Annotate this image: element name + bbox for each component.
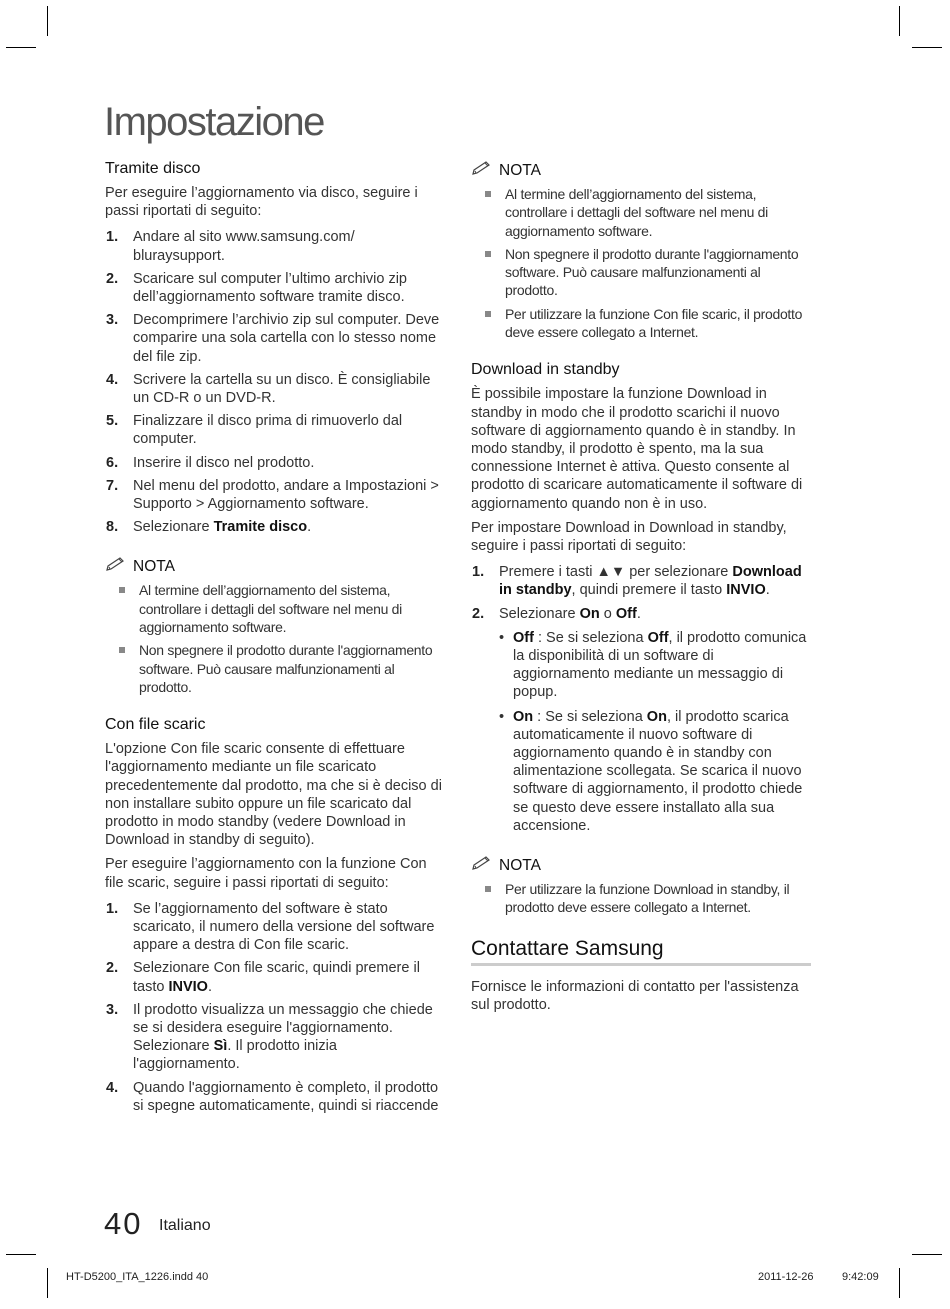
option-text: : Se si seleziona: [533, 629, 648, 646]
square-bullet-icon: [119, 647, 125, 653]
nota-block: [471, 855, 813, 917]
crop-mark: [47, 1268, 48, 1298]
option-label: Off: [513, 629, 534, 646]
step-bold-text: Tramite disco: [213, 519, 308, 536]
step-number: 1.: [472, 564, 485, 581]
tramite-intro: Per eseguire l’aggiornamento via disco, seguire i passi riportati di seguito:: [105, 185, 418, 220]
option-text: : Se si seleziona: [533, 708, 647, 725]
crop-mark: [6, 47, 36, 48]
step-text: Quando l'aggiornamento è completo, il prodotto si spegne automaticamente, quindi si riaccende: [133, 1079, 439, 1114]
pencil-icon: [471, 855, 495, 876]
nota-heading: [105, 556, 445, 577]
list-item: [105, 900, 445, 955]
nota-label: NOTA: [133, 557, 175, 575]
pencil-icon: [105, 556, 129, 577]
step-text: , quindi premere il tasto: [571, 582, 727, 599]
list-item: [105, 518, 445, 536]
confile-steps: [105, 900, 445, 1115]
nota-list: [471, 880, 813, 917]
nota-item-text: Per utilizzare la funzione Download in standby, il prodotto deve essere collegato a Internet.: [505, 881, 790, 916]
crop-mark: [912, 47, 942, 48]
step-text: Scaricare sul computer l’ultimo archivio zip dell’aggiornamento software tramite disco.: [133, 270, 407, 306]
square-bullet-icon: [485, 886, 491, 892]
step-text: Se l’aggiornamento del software è stato scaricato, il numero della versione del software appare a destra di Con file scaric.: [133, 900, 435, 954]
nota-item: [471, 185, 813, 240]
square-bullet-icon: [485, 251, 491, 257]
list-item: [105, 454, 445, 472]
step-number: 7.: [106, 477, 119, 494]
section-heading-tramite-disco: Tramite disco: [105, 160, 201, 177]
step-bold-text: Off: [615, 605, 637, 622]
option-text: , il prodotto comunica la disponibilità di un software di aggiornamento mediante un messaggio di popup.: [513, 629, 807, 701]
step-number: 5.: [106, 413, 119, 430]
step-text: .: [207, 978, 212, 995]
step-text: Selezionare: [133, 519, 214, 536]
confile-p2: Per eseguire l’aggiornamento con la funzione Con file scaric, seguire i passi riportati di seguito:: [105, 856, 427, 891]
list-item: [105, 1001, 445, 1074]
option-text: , il prodotto scarica automaticamente il nuovo software di aggiornamento quando è in standby con alimentazione scollegata. Se scarica il nuovo software di aggiornamento, il prodotto chiede se questo deve essere installato alla sua accensione.: [513, 708, 803, 834]
step-bold-text: INVIO: [726, 582, 766, 599]
step-number: 4.: [106, 371, 119, 388]
nota-item: [471, 880, 813, 917]
nota-item-text: Non spegnere il prodotto durante l'aggiornamento software. Può causare malfunzionamenti al prodotto.: [139, 642, 433, 695]
tramite-step-8-list: [105, 518, 445, 536]
crop-mark: [912, 1254, 942, 1255]
list-item: [499, 708, 813, 835]
section-heading-con-file-scaric: Con file scaric: [105, 716, 206, 734]
right-column: [471, 160, 813, 1020]
step-bold-text: On: [579, 605, 600, 622]
list-item: [499, 629, 813, 702]
slug-date: 2011-12-26: [758, 1271, 814, 1283]
list-item: [105, 477, 445, 513]
nota-item: [105, 581, 445, 636]
step-number: 1.: [106, 229, 119, 246]
step-text: Il prodotto visualizza un messaggio che chiede se si desidera eseguire l'aggiornamento. Selezionare: [133, 1001, 433, 1055]
page-number: 40: [104, 1206, 143, 1241]
step-text: o: [599, 605, 616, 622]
step-text: Selezionare Con file scaric, quindi premere il tasto: [133, 960, 420, 995]
standby-steps: [471, 563, 813, 835]
option-bold: Off: [647, 629, 669, 646]
square-bullet-icon: [119, 587, 125, 593]
list-item: [105, 412, 445, 448]
step-number: 2.: [472, 605, 485, 622]
step-number: 3.: [106, 312, 119, 329]
step-text: .: [765, 582, 770, 599]
standby-p2: Per impostare Download in Download in standby, seguire i passi riportati di seguito:: [471, 519, 787, 554]
nota-item: [471, 245, 813, 300]
step-number: 8.: [106, 519, 119, 536]
nota-block: [105, 556, 445, 696]
option-label: On: [513, 708, 534, 725]
step-number: 2.: [106, 270, 119, 287]
nota-item-text: Non spegnere il prodotto durante l'aggiornamento software. Può causare malfunzionamenti al prodotto.: [505, 245, 799, 299]
list-item: [105, 371, 445, 407]
step-number: 3.: [106, 1001, 119, 1018]
nota-label: NOTA: [499, 161, 541, 179]
nota-item-text: Al termine dell’aggiornamento del sistema, controllare i dettagli del software nel menu di aggiornamento software.: [505, 186, 768, 239]
nota-item: [105, 641, 445, 696]
step-text: Selezionare: [499, 605, 580, 622]
standby-options: [499, 629, 813, 835]
step-text: Premere i tasti ▲▼ per selezionare: [499, 564, 733, 581]
step-text: Andare al sito www.samsung.com/ bluraysupport.: [133, 229, 355, 264]
bullet-icon: •: [499, 708, 505, 725]
slug-time: 9:42:09: [842, 1271, 879, 1283]
bullet-icon: •: [499, 629, 505, 646]
section-heading-contattare-samsung: Contattare Samsung: [471, 937, 811, 966]
nota-item: [471, 305, 813, 342]
crop-mark: [899, 6, 900, 36]
step-number: 4.: [106, 1079, 119, 1096]
confile-p1: L'opzione Con file scaric consente di effettuare l'aggiornamento mediante un file scaricato precedentemente dal prodotto, ma che si è deciso di non installare subito oppure un file scaricato dal prodotto in modo standby (vedere Download in Download in standby di seguito).: [105, 741, 442, 849]
step-bold-text: Download in standby: [499, 564, 802, 599]
step-number: 6.: [106, 454, 119, 471]
list-item: [471, 563, 813, 599]
square-bullet-icon: [485, 311, 491, 317]
crop-mark: [47, 6, 48, 36]
standby-p1: È possibile impostare la funzione Download in standby in modo che il prodotto scarichi il nuovo software di aggiornamento quando è in standby. In modo standby, il prodotto è spento, ma la sua connessione Internet è attiva. Questo consente al prodotto di scaricare automaticamente il software di aggiornamento quando non è in uso.: [471, 386, 803, 512]
nota-list: [105, 581, 445, 696]
list-item: [105, 959, 445, 995]
nota-item-text: Per utilizzare la funzione Con file scaric, il prodotto deve essere collegato a Internet.: [505, 305, 803, 341]
left-column: [105, 160, 445, 1120]
page-title: Impostazione: [104, 100, 324, 144]
nota-heading: [471, 160, 813, 181]
step-text: Finalizzare il disco prima di rimuoverlo dal computer.: [133, 413, 403, 448]
step-text: Nel menu del prodotto, andare a Impostazioni > Supporto > Aggiornamento software.: [133, 477, 439, 513]
step-number: 2.: [106, 960, 119, 977]
list-item: [105, 311, 445, 366]
contact-text: Fornisce le informazioni di contatto per l'assistenza sul prodotto.: [471, 978, 799, 1013]
step-number: 1.: [106, 900, 119, 917]
square-bullet-icon: [485, 191, 491, 197]
crop-mark: [6, 1254, 36, 1255]
list-item: [105, 1079, 445, 1115]
page-language: Italiano: [159, 1217, 211, 1234]
nota-block: [471, 160, 813, 341]
option-bold: On: [646, 708, 667, 725]
crop-mark: [899, 1268, 900, 1298]
step-bold-text: Sì: [213, 1038, 228, 1055]
tramite-steps: [105, 228, 445, 513]
section-heading-download-in-standby: Download in standby: [471, 361, 620, 379]
step-text: Inserire il disco nel prodotto.: [133, 454, 315, 471]
nota-list: [471, 185, 813, 341]
step-text: .: [636, 605, 641, 622]
nota-item-text: Al termine dell’aggiornamento del sistema, controllare i dettagli del software nel menu di aggiornamento software.: [139, 582, 402, 636]
nota-heading: [471, 855, 813, 876]
pencil-icon: [471, 160, 495, 181]
list-item: [471, 605, 813, 835]
step-text: Decomprimere l’archivio zip sul computer. Deve comparire una sola cartella con lo stesso nome del file zip.: [133, 312, 440, 365]
list-item: [105, 228, 445, 264]
nota-label: NOTA: [499, 856, 541, 874]
slug-filename: HT-D5200_ITA_1226.indd 40: [66, 1271, 209, 1283]
step-text: Scrivere la cartella su un disco. È consigliabile un CD-R o un DVD-R.: [133, 371, 431, 407]
step-text: . Il prodotto inizia l'aggiornamento.: [133, 1038, 337, 1073]
list-item: [105, 270, 445, 306]
step-bold-text: INVIO: [168, 978, 208, 995]
step-text: .: [307, 519, 312, 536]
